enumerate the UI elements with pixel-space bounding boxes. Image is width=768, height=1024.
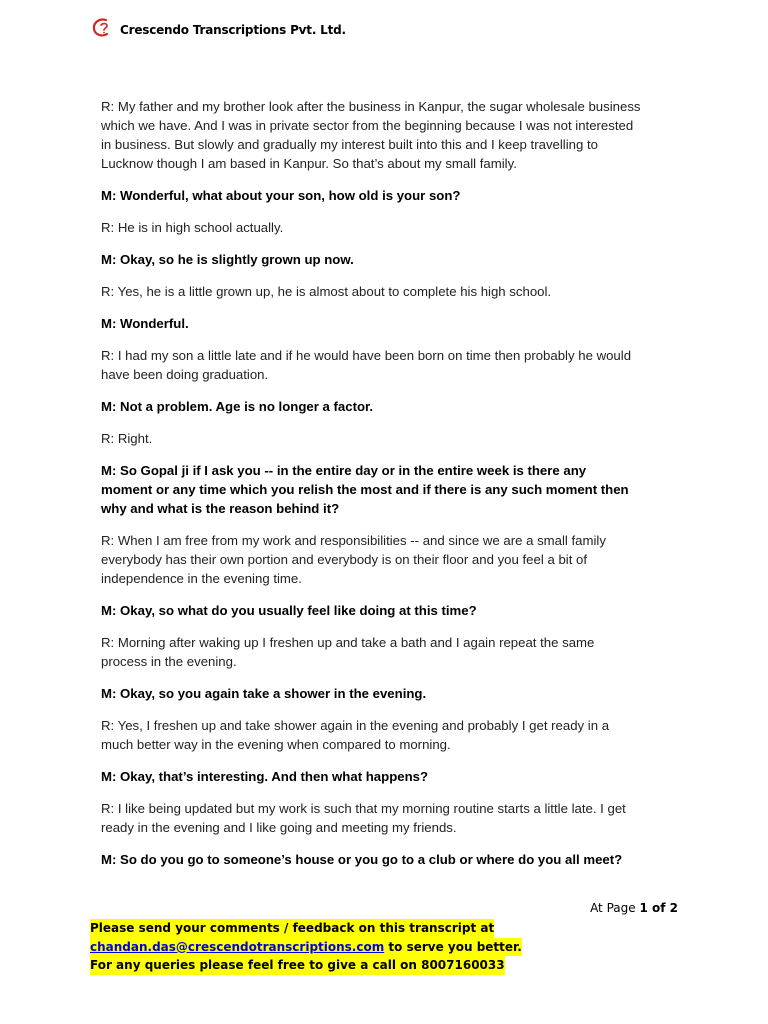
moderator-line: M: So do you go to someone’s house or you go to a club or where do you all meet? bbox=[101, 852, 623, 867]
page-separator: of bbox=[647, 901, 670, 915]
footer-line-phone: For any queries please feel free to give a call on 8007160033 bbox=[90, 956, 505, 975]
respondent-line: R: Morning after waking up I freshen up and take a bath and I again repeat the same process in the evening. bbox=[101, 635, 595, 669]
page-indicator bbox=[590, 901, 678, 915]
respondent-line: R: I had my son a little late and if he would have been born on time then probably he would have been doing graduation. bbox=[101, 348, 632, 382]
crescendo-logo-icon bbox=[90, 16, 114, 40]
respondent-line: R: Yes, he is a little grown up, he is almost about to complete his high school. bbox=[101, 284, 552, 299]
moderator-line: M: Okay, so what do you usually feel like doing at this time? bbox=[101, 603, 477, 618]
current-page: 1 bbox=[639, 901, 648, 915]
respondent-line: R: Right. bbox=[101, 431, 153, 446]
document-header bbox=[90, 8, 346, 48]
moderator-line: M: So Gopal ji if I ask you -- in the entire day or in the entire week is there any moment or any time which you relish the most and if there is any such moment then why and what is the reason behind it? bbox=[101, 463, 629, 516]
respondent-line: R: Yes, I freshen up and take shower again in the evening and probably I get ready in a much better way in the evening when compared to morning. bbox=[101, 718, 610, 752]
moderator-line: M: Wonderful. bbox=[101, 316, 189, 331]
total-pages: 2 bbox=[669, 901, 678, 915]
feedback-footer bbox=[90, 919, 522, 975]
footer-line-email bbox=[90, 938, 522, 957]
company-name: Crescendo Transcriptions Pvt. Ltd. bbox=[120, 23, 346, 37]
transcript-body bbox=[101, 97, 641, 882]
respondent-line: R: My father and my brother look after the business in Kanpur, the sugar wholesale business which we have. And I was in private sector from the beginning because I was not interested in business. But slowly and gradually my interest built into this and I keep travelling to Lucknow though I am based in Kanpur. So that’s about my small family. bbox=[101, 99, 641, 171]
footer-line-feedback: Please send your comments / feedback on this transcript at bbox=[90, 919, 494, 938]
moderator-line: M: Wonderful, what about your son, how old is your son? bbox=[101, 188, 461, 203]
moderator-line: M: Okay, so he is slightly grown up now. bbox=[101, 252, 354, 267]
respondent-line: R: When I am free from my work and responsibilities -- and since we are a small family everybody has their own portion and everybody is on their floor and you feel a bit of independence in the evening time. bbox=[101, 533, 606, 586]
moderator-line: M: Okay, that’s interesting. And then what happens? bbox=[101, 769, 429, 784]
page-prefix: At Page bbox=[590, 901, 640, 915]
respondent-line: R: He is in high school actually. bbox=[101, 220, 284, 235]
footer-email-suffix: to serve you better. bbox=[384, 939, 522, 954]
moderator-line: M: Okay, so you again take a shower in the evening. bbox=[101, 686, 427, 701]
moderator-line: M: Not a problem. Age is no longer a factor. bbox=[101, 399, 374, 414]
email-link[interactable]: chandan.das@crescendotranscriptions.com bbox=[90, 939, 385, 954]
respondent-line: R: I like being updated but my work is such that my morning routine starts a little late. I get ready in the evening and I like going and meeting my friends. bbox=[101, 801, 626, 835]
